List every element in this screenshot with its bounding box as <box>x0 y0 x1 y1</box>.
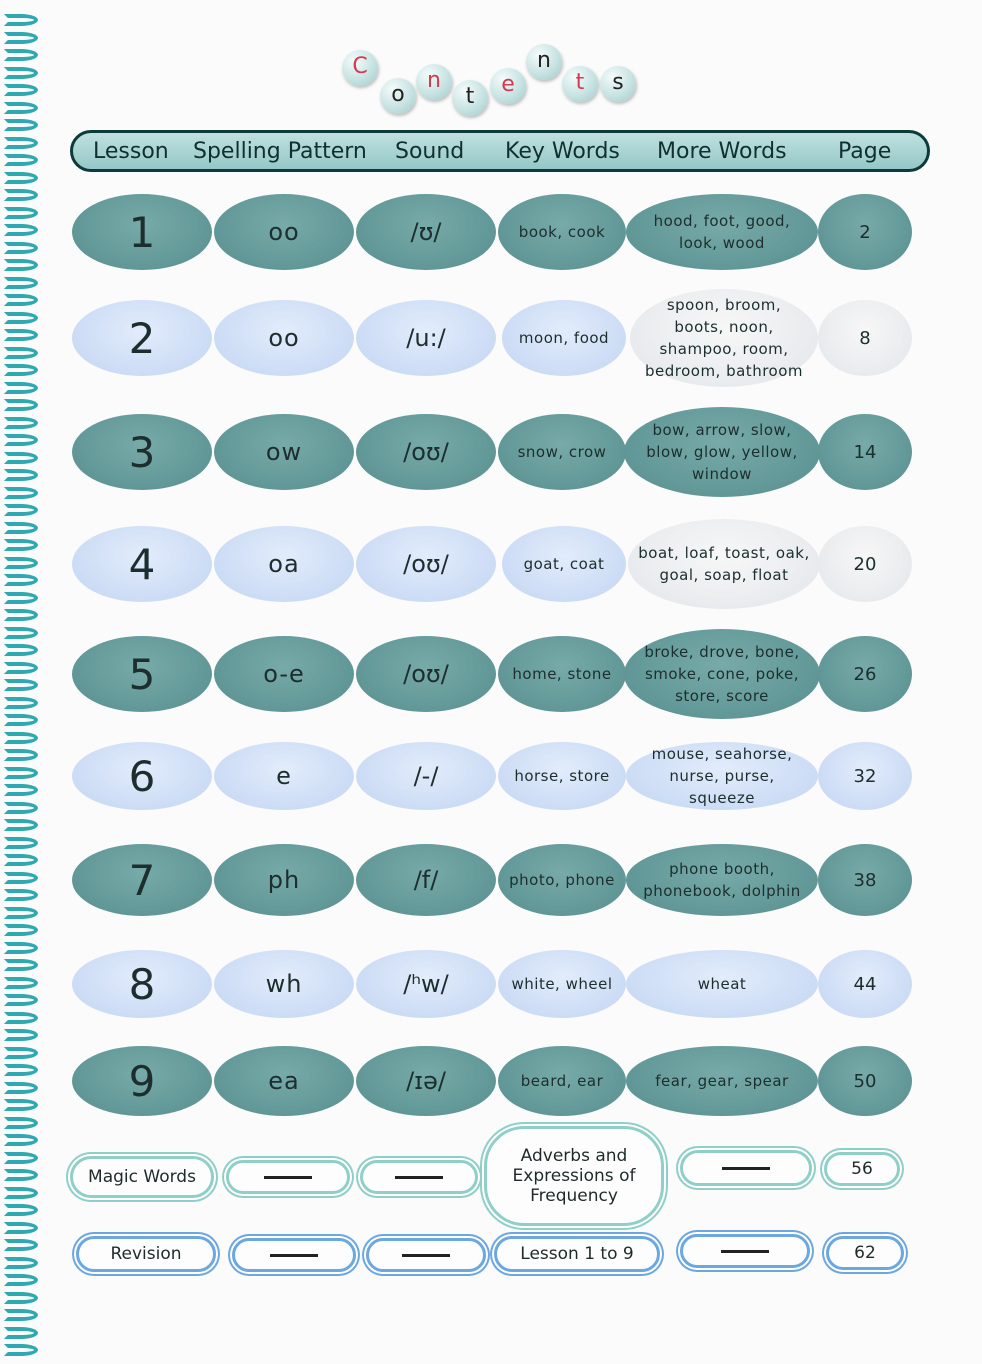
lesson-number: 4 <box>72 526 212 602</box>
spiral-coil <box>4 119 38 131</box>
spiral-coil <box>4 1222 38 1234</box>
page-number: 14 <box>818 414 912 490</box>
revision-page: 62 <box>826 1236 904 1270</box>
more-words: fear, gear, spear <box>626 1046 818 1116</box>
spelling-pattern: e <box>214 742 354 810</box>
more-words: boat, loaf, toast, oak, goal, soap, float <box>628 519 820 609</box>
title-letter: n <box>416 64 452 100</box>
sound: /oʊ/ <box>356 636 496 712</box>
spiral-coil <box>4 924 38 936</box>
page-number: 50 <box>818 1046 912 1116</box>
lesson-row <box>0 414 982 490</box>
page-number: 32 <box>818 742 912 810</box>
spiral-coil <box>4 1292 38 1304</box>
lesson-number: 1 <box>72 194 212 270</box>
spelling-pattern: wh <box>214 950 354 1018</box>
more-words: spoon, broom, boots, noon, shampoo, room, bedroom, bathroom <box>630 289 818 387</box>
spiral-coil <box>4 1257 38 1269</box>
lesson-row <box>0 526 982 602</box>
lesson-row <box>0 1046 982 1116</box>
spelling-pattern: oo <box>214 194 354 270</box>
spiral-coil <box>4 1029 38 1041</box>
title-letter: C <box>342 50 378 86</box>
spelling-pattern: ea <box>214 1046 354 1116</box>
page-number: 20 <box>818 526 912 602</box>
key-words: snow, crow <box>498 414 626 490</box>
magic-words-label: Magic Words <box>70 1156 214 1198</box>
spiral-coil <box>4 504 38 516</box>
title-letter: s <box>600 66 636 102</box>
key-words: photo, phone <box>498 844 626 916</box>
spiral-coil <box>4 1169 38 1181</box>
spiral-coil <box>4 277 38 289</box>
revision-key: Lesson 1 to 9 <box>494 1236 660 1272</box>
spiral-coil <box>4 1309 38 1321</box>
more-words: hood, foot, good, look, wood <box>626 194 818 270</box>
magic-words-key: Adverbs and Expressions of Frequency <box>484 1126 664 1226</box>
dash <box>264 1176 312 1179</box>
spiral-coil <box>4 49 38 61</box>
lesson-row <box>0 950 982 1018</box>
lesson-row <box>0 742 982 810</box>
header-page: Page <box>838 139 892 164</box>
page-number: 38 <box>818 844 912 916</box>
more-words: wheat <box>626 950 818 1018</box>
lesson-number: 2 <box>72 300 212 376</box>
spiral-coil <box>4 1152 38 1164</box>
spelling-pattern: oo <box>214 300 354 376</box>
title-letter: t <box>562 66 598 102</box>
lesson-row <box>0 194 982 270</box>
spelling-pattern: ph <box>214 844 354 916</box>
sound: /ʊ/ <box>356 194 496 270</box>
empty-cell <box>232 1238 356 1272</box>
sound: /ʰw/ <box>356 950 496 1018</box>
title-letter: t <box>452 80 488 116</box>
dash <box>402 1254 450 1257</box>
spiral-coil <box>4 819 38 831</box>
spiral-coil <box>4 32 38 44</box>
more-words: bow, arrow, slow, blow, glow, yellow, window <box>624 407 820 497</box>
page-number: 26 <box>818 636 912 712</box>
header-key-words: Key Words <box>505 139 620 164</box>
spiral-coil <box>4 14 38 26</box>
revision-label: Revision <box>76 1236 216 1272</box>
page-number: 44 <box>818 950 912 1018</box>
more-words: phone booth, phonebook, dolphin <box>626 844 818 916</box>
spiral-coil <box>4 1134 38 1146</box>
spiral-coil <box>4 1327 38 1339</box>
spelling-pattern: o-e <box>214 636 354 712</box>
spiral-coil <box>4 1204 38 1216</box>
title-letter: o <box>380 78 416 114</box>
dash <box>270 1254 318 1257</box>
lesson-row <box>0 844 982 916</box>
spiral-coil <box>4 172 38 184</box>
spelling-pattern: ow <box>214 414 354 490</box>
sound: /u:/ <box>356 300 496 376</box>
spiral-coil <box>4 399 38 411</box>
empty-cell <box>366 1238 486 1272</box>
more-words: broke, drove, bone, smoke, cone, poke, store, score <box>624 629 820 719</box>
key-words: white, wheel <box>498 950 626 1018</box>
table-header <box>70 130 930 172</box>
spiral-coil <box>4 102 38 114</box>
empty-cell <box>680 1234 810 1268</box>
spiral-coil <box>4 1344 38 1356</box>
spiral-coil <box>4 1239 38 1251</box>
header-more-words: More Words <box>657 139 787 164</box>
key-words: home, stone <box>498 636 626 712</box>
key-words: horse, store <box>498 742 626 810</box>
sound: /-/ <box>356 742 496 810</box>
dash <box>395 1176 443 1179</box>
sound: /oʊ/ <box>356 526 496 602</box>
spiral-coil <box>4 84 38 96</box>
title-letter: n <box>526 44 562 80</box>
empty-cell <box>680 1150 812 1186</box>
page-number: 2 <box>818 194 912 270</box>
more-words: mouse, seahorse, nurse, purse, squeeze <box>626 742 818 810</box>
empty-cell <box>360 1160 478 1194</box>
key-words: book, cook <box>498 194 626 270</box>
sound: /f/ <box>356 844 496 916</box>
spiral-coil <box>4 1117 38 1129</box>
header-spelling-pattern: Spelling Pattern <box>193 139 367 164</box>
lesson-row <box>0 636 982 712</box>
spiral-coil <box>4 67 38 79</box>
key-words: moon, food <box>502 300 626 376</box>
spiral-coil <box>4 714 38 726</box>
lesson-number: 8 <box>72 950 212 1018</box>
spiral-coil <box>4 609 38 621</box>
title-letter: e <box>490 68 526 104</box>
lesson-number: 7 <box>72 844 212 916</box>
lesson-number: 3 <box>72 414 212 490</box>
key-words: goat, coat <box>502 526 626 602</box>
header-lesson: Lesson <box>93 139 169 164</box>
magic-words-page: 56 <box>824 1152 900 1186</box>
sound: /oʊ/ <box>356 414 496 490</box>
page-title <box>330 36 660 120</box>
spiral-coil <box>4 1187 38 1199</box>
dash <box>722 1167 770 1170</box>
spiral-coil <box>4 1274 38 1286</box>
header-sound: Sound <box>395 139 465 164</box>
lesson-number: 6 <box>72 742 212 810</box>
lesson-row <box>0 296 982 380</box>
dash <box>721 1250 769 1253</box>
spiral-coil <box>4 382 38 394</box>
page-number: 8 <box>818 300 912 376</box>
spiral-coil <box>4 154 38 166</box>
key-words: beard, ear <box>498 1046 626 1116</box>
lesson-number: 5 <box>72 636 212 712</box>
spelling-pattern: oa <box>214 526 354 602</box>
empty-cell <box>226 1160 350 1194</box>
spiral-coil <box>4 137 38 149</box>
lesson-number: 9 <box>72 1046 212 1116</box>
sound: /ɪə/ <box>356 1046 496 1116</box>
